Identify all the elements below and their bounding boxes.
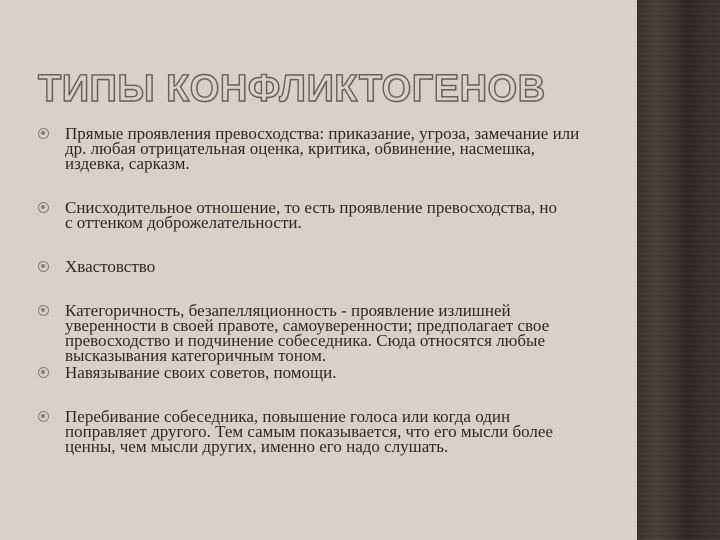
list-item-text: Хвастовство [65, 257, 156, 276]
slide-title: ТИПЫ КОНФЛИКТОГЕНОВ [38, 68, 546, 110]
list-item-text: Перебивание собеседника, повышение голоса или когда один поправляет другого. Тем самым показывается, что его мысли более ценны, чем мысли других, именно его надо слушать. [65, 407, 553, 456]
circle-bullet-icon [38, 261, 49, 272]
list-item-text: Навязывание своих советов, помощи. [65, 363, 337, 382]
list-item [38, 303, 575, 363]
circle-bullet-icon [38, 202, 49, 213]
circle-bullet-icon [38, 305, 49, 316]
decorative-side-strip [637, 0, 720, 540]
list-item [38, 200, 560, 230]
circle-bullet-icon [38, 367, 49, 378]
circle-bullet-icon [38, 128, 49, 139]
list-item-text: Снисходительное отношение, то есть проявление превосходства, но с оттенком доброжелательности. [65, 198, 558, 232]
list-item [38, 126, 593, 171]
list-item-text: Прямые проявления превосходства: приказание, угроза, замечание или др. любая отрицательная оценка, критика, обвинение, насмешка, издевка, сарказм. [65, 124, 580, 173]
strip-texture [637, 0, 720, 540]
list-item [38, 259, 560, 274]
bullet-list [38, 126, 598, 454]
list-item [38, 409, 593, 454]
circle-bullet-icon [38, 411, 49, 422]
list-item [38, 365, 560, 380]
list-item-text: Категоричность, безапелляционность - проявление излишней уверенности в своей правоте, самоуверенности; предполагает свое превосходство и подчинение собеседника. Сюда относятся любые высказывания категоричным тоном. [65, 301, 550, 365]
